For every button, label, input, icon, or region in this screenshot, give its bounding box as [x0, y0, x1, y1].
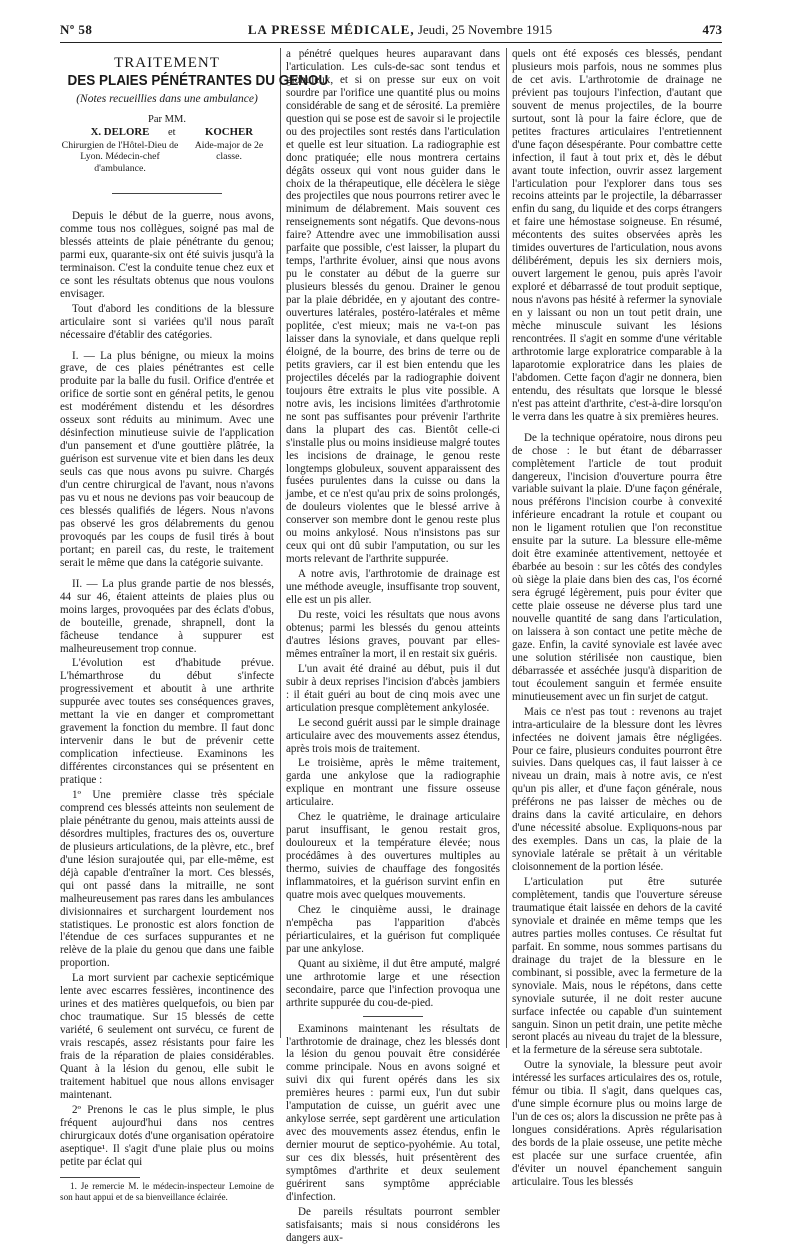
author-1 [60, 127, 180, 174]
authors-conjunction: et [168, 127, 176, 138]
paragraph: Chez le cinquième aussi, le drainage n'empêcha pas l'apparition d'abcès périarticulaires, et la guérison fut compliquée par une ankylose. [286, 903, 500, 955]
issue-date: Jeudi, 25 Novembre 1915 [417, 22, 553, 37]
column-2 [286, 48, 500, 1244]
paragraph: a pénétré quelques heures auparavant dans l'articulation. Les culs-de-sac sont tendus et globuleux, et si on presse sur eux on voit sourdre par l'orifice une quantité plus ou moins considérable de sang et de sérosité. La première question qui se pose est de savoir si le projectile ou des projectiles sont restés dans l'articulation et quelle est leur situation. La radiographie est donc pratiquée; elle nous montrera certains dégâts osseux qui vont nous guider dans le choix de la thérapeutique, elle décèlera le siège des projectiles que nous pourrons retirer avec le minimum de délabrement. Mais souvent ces renseignements sont négatifs. Que devons-nous faire? Attendre avec une immobilisation aussi parfaite que possible, c'est laisser, la plupart du temps, l'arthrite évoluer, ainsi que nous avons pu le constater au début de la guerre sur plusieurs blessés du genou. Drainer le genou par la plaie débridée, en y ajoutant des contre-ouvertures latérales, postéro-latérales et même poplitée, c'est mieux; mais ne va-t-on pas laisser dans la synoviale, et dans quelque repli éloigné, de la bourre, des brins de terre ou de petits graviers, car il est bien entendu que les projectiles décelés par la radiographie doivent toujours être extraits le plus vite possible. A notre avis, les incisions limitées d'arthrotomie ne sont pas suffisantes pour prévenir l'arthrite dans la plupart des cas. Bientôt celle-ci s'installe plus ou moins insidieuse malgré toutes les incisions de drainage, le genou reste longtemps globuleux, souvent apparaissent des fusées purulentes dans la cuisse ou dans la jambe, et ce n'est qu'au prix de soins prolongés, de douleurs violentes que le blessé arrive à conserver son membre dont le genou reste plus ou moins ankylosé. Nous n'insistons pas sur ceux qui ont dû subir l'amputation, ou sur les morts relevant de l'arthrite suppurée. [286, 48, 500, 566]
page-number: 473 [702, 22, 722, 37]
paragraph: 1º Une première classe très spéciale comprend ces blessés atteints non seulement de plaie pénétrante du genou, mais atteints aussi de désordres multiples, fractures des os, ouverture de plusieurs articulations, de la plèvre, etc., bref d'une lésion surajoutée qui, par elle-même, est déjà capable d'entraîner la mort. Ces blessés, qui ont passé dans la mitraille, ne sont malheureusement pas rares dans les ambulances divisionnaires et surchargent lourdement nos statistiques. Le pronostic est alors fonction de l'étendue de ces surfaces suppurantes et ne relève de la plaie du genou que dans une faible proportion. [60, 788, 274, 970]
paragraph: Examinons maintenant les résultats de l'arthrotomie de drainage, chez les blessés dont la lésion du genou pouvait être considérée comme principale. Nous en avons soigné et suivi dix qui furent opérés dans les six premières heures : parmi eux, l'un dut subir l'amputation de cuisse, un guérit avec une ankylose serrée, sept gardèrent une articulation avec des mouvements assez étendus, enfin le dernier mourut de septico-pyohémie. Au total, sur ces dix blessés, huit présentèrent des symptômes d'arthrite et deux seulement guérirent sans symptôme appréciable d'infection. [286, 1022, 500, 1203]
column-rule-2 [506, 48, 507, 1048]
paragraph: Le second guérit aussi par le simple drainage articulaire avec des mouvements assez étendus, après trois mois de traitement. [286, 716, 500, 755]
paragraph: Depuis le début de la guerre, nous avons, comme tous nos collègues, soigné pas mal de blessés atteints de plaie pénétrante du genou; parmi eux, quarante-six ont été suivis jusqu'à la terminaison. C'est la conduite tenue chez eux et ce sont les résultats obtenus que nous voulons envisager. [60, 210, 274, 300]
article-title-line2: DES PLAIES PÉNÉTRANTES DU GENOU [67, 73, 329, 89]
paragraph: Outre la synoviale, la blessure peut avoir intéressé les surfaces articulaires des os, rotule, fémur ou tibia. Il s'agit, dans quelques cas, d'une simple écornure plus ou moins large de l'un de ces os; alors la discussion ne prête pas à longues considérations. Après régularisation des bords de la plaie osseuse, une petite mèche est placée sur une surface cruentée, afin d'éviter un nouvel épanchement sanguin articulaire. Tous les blessés [512, 1059, 722, 1188]
paragraph: De la technique opératoire, nous dirons peu de chose : le but étant de débarrasser complètement l'article de tout produit dangereux, l'incision d'ouverture pourra être variable suivant la plaie. D'une façon générale, nous préférons l'incision courbe à convexité inférieure encadrant la rotule et coupant ou non le ligament rotulien que l'on reconstitue ensuite par la suture. La blessure elle-même doit être examinée attentivement, nettoyée et ébarbée au besoin : sur les côtés des condyles où siège la plaie dans bien des cas, l'os écorné sera égrugé légèrement, puis pour éviter que cette plaie osseuse ne déverse plus tard une nouvelle quantité de sang dans l'articulation, on laissera à son contact une petite mèche de gaze. Enfin, la cavité synoviale est lavée avec une solution stérilisée non caustique, bien débarrassée et asséchée jusqu'à disparition de tout écoulement sanguin et fermée ensuite minutieusement avec un fin surjet de catgut. [512, 431, 722, 703]
paragraph: Quant au sixième, il dut être amputé, malgré une arthrotomie large et une résection secondaire, parce que l'infection provoqua une arthrite suppurée du cou-de-pied. [286, 957, 500, 1009]
column-3 [512, 48, 722, 1188]
article-subtitle: (Notes recueillies dans une ambulance) [76, 93, 258, 105]
paragraph: L'évolution est d'habitude prévue. L'hémarthrose du début s'infecte progressivement et aboutit à une arthrite suppurée avec toutes ses conséquences graves, mettant la vie en danger et compromettant gravement la fonction du membre. Il faut donc intervenir dans le but de prévenir cette complication infectieuse. Examinons les différentes circonstances qui se présentent en pratique : [60, 657, 274, 787]
column-1 [60, 48, 329, 1203]
footnote: 1. Je remercie M. le médecin-inspecteur Lemoine de son haut appui et de sa bienveillance éclairée. [60, 1180, 274, 1203]
paragraph: Du reste, voici les résultats que nous avons obtenus; parmi les blessés du genou atteints d'autres lésions graves, pouvant par elles-mêmes entraîner la mort, il en restait six guéris. [286, 608, 500, 660]
paragraph: Mais ce n'est pas tout : revenons au trajet intra-articulaire de la blessure dont les lèvres infectées ne doivent jamais être négligées. Pour ce faire, plusieurs conduites pourront être suivies. Dans quelques cas, il faut laisser à ce niveau un drain, mais à notre avis, ce n'est qu'un pis aller, et d'une façon générale, nous préférons ne pas laisser de mèches ou de drains dans la cavité articulaire, en dehors d'une nécessité absolue. Expliquons-nous par des exemples. Dans un cas, la plaie de la synoviale latérale se prêtait à un véritable cloisonnement de la portion lésée. [512, 705, 722, 874]
author-2-name: KOCHER [205, 126, 253, 138]
authors-block [60, 127, 274, 189]
header-rule [60, 42, 722, 43]
paragraph: Le troisième, après le même traitement, garda une ankylose que la radiographie explique en montrant une fissure osseuse articulaire. [286, 757, 500, 809]
paragraph: quels ont été exposés ces blessés, pendant plusieurs mois parfois, nous ne sommes plus de cet avis. L'arthrotomie de drainage ne prévient pas toujours l'infection, d'autant que souvent de menus projectiles, de la bourre surtout, sont là pour la faire éclore, que de petites fractures articulaires l'entretiennent d'une façon désespérante. Pour combattre cette infection, il faut à tout prix et, dès le début avant toute infection, ouvrir assez largement l'articulation pour l'explorer dans tous ses recoins atteints par le projectile, la débarrasser enfin du sang, du liquide et des corps étrangers et faire une hémostase soigneuse. En résumé, mécontents des suites observées après les timides ouvertures de l'articulation, nous avons délibérément, depuis les six derniers mois, ouvert largement le genou, puis après l'avoir exploré et débarrassé de tout produit septique, nous n'avons pas hésité à refermer la synoviale en y laissant ou non un tout petit drain, une mèche minuscule suivant les lésions rencontrées. Il s'agit en somme d'une véritable arthrotomie large exploratrice comparable à la laparotomie exploratrice dans les plaies de l'abdomen. Cette façon d'agir ne donnera, bien entendu, des résultats que lorsque le blessé n'est pas atteint d'arthrite, c'est-à-dire lorsqu'on le verra dans les quatre à six premières heures. [512, 48, 722, 423]
title-rule [112, 193, 222, 194]
paragraph: 2º Prenons le cas le plus simple, le plus fréquent aujourd'hui dans nos centres chirurgicaux dotés d'une organisation opératoire aseptique¹. Il s'agit d'une plaie plus ou moins petite par éclat qui [60, 1103, 274, 1168]
article-title-line1: TRAITEMENT [114, 55, 220, 71]
paragraph: Chez le quatrième, le drainage articulaire parut insuffisant, le genou restait gros, douloureux et la température élevée; nous procédâmes à des ouvertures multiples au thermo, suivies de chauffage des fongosités inflammatoires, et la guérison survint enfin en quatre mois avec quelques mouvements. [286, 811, 500, 901]
author-1-name: X. DELORE [90, 126, 150, 138]
author-2 [184, 127, 274, 163]
section-separator [363, 1016, 423, 1017]
author-2-desc: Aide-major de 2e classe. [194, 139, 264, 162]
paragraph: L'un avait été drainé au début, puis il dut subir à deux reprises l'incision d'abcès jambiers : il était guéri au bout de cinq mois avec une articulation presque complètement ankylosée. [286, 662, 500, 714]
masthead [200, 22, 600, 38]
paragraph: A notre avis, l'arthrotomie de drainage est une méthode aveugle, insuffisante trop souvent, elle est un pis aller. [286, 568, 500, 607]
footnote-rule [60, 1177, 140, 1178]
paragraph: L'articulation put être suturée complètement, tandis que l'ouverture séreuse traumatique était laissée en dehors de la cavité synoviale et drainée en même temps que les autres parties molles contuses. Ce résultat fut parfait. En somme, nous sommes partisans du drainage du trajet de la blessure en le combinant, si possible, avec la fermeture de la synoviale. Mais, nous le répétons, dans cette synoviale suturée, il ne doit rester aucune surface infectée ou capable d'un suintement sanguin. Sinon un petit drain, une petite mèche seront placés au niveau du trajet de la blessure, et la fermeture de la séreuse sera subtotale. [512, 876, 722, 1057]
paragraph: De pareils résultats pourront sembler satisfaisants; mais si nous considérons les dangers aux- [286, 1205, 500, 1244]
byline-intro: Par MM. [148, 114, 186, 125]
paragraph: Tout d'abord les conditions de la blessure articulaire sont si variées qu'il nous paraît nécessaire d'établir des catégories. [60, 302, 274, 341]
page-header [60, 20, 722, 42]
paragraph: II. — La plus grande partie de nos blessés, 44 sur 46, étaient atteints de plaies plus ou moins larges, provoquées par des éclats d'obus, de bouteille, grenade, shrapnell, dont la fâcheuse tendance à suppurer est malheureusement trop connue. [60, 577, 274, 655]
issue-number: Nº 58 [60, 22, 93, 37]
column-rule-1 [280, 48, 281, 1038]
paragraph: I. — La plus bénigne, ou mieux la moins grave, de ces plaies pénétrantes est celle produite par la balle du fusil. Orifice d'entrée et orifice de sortie sont en général petits, le genou est modérément distendu et les désordres osseux sont réduits au minimum. Avec une désinfection minutieuse suivie de l'application d'un pansement et d'une gouttière plâtrée, la guérison est survenue vite et bien dans les deux seuls cas que nous avons pu suivre. Chargés d'un centre chirurgical de l'avant, nous n'avons pas vu et nous ne devions pas voir beaucoup de ces blessés qualifiés de légers. Nous n'avons pas observé les gros délabrements du genou provoqués par les coups de fusil tirés à bout portant; en pareil cas, du reste, le traitement serait le même que dans la catégorie suivante. [60, 349, 274, 569]
paper-name: LA PRESSE MÉDICALE, [247, 22, 415, 37]
paragraph: La mort survient par cachexie septicémique lente avec escarres fessières, incontinence des urines et des matières quelquefois, ou bien par choc traumatique. Sur 15 blessés de cette variété, 6 seulement ont survécu, ce furent de vrais rescapés, assez résistants pour faire les frais de la réparation de plaies considérables. Quant à la lésion du genou, elle subit le traitement habituel que nous allons envisager maintenant. [60, 972, 274, 1101]
author-1-desc: Chirurgien de l'Hôtel-Dieu de Lyon. Médecin-chef d'ambulance. [61, 139, 179, 174]
